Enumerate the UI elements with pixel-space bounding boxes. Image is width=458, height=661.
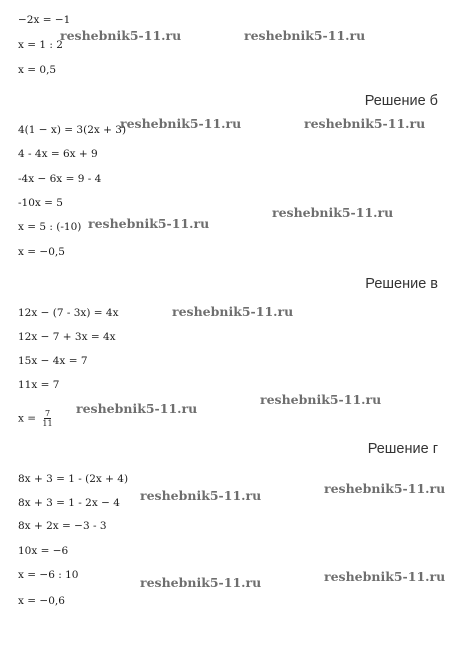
solution-heading-b: Решение б (364, 93, 438, 109)
equation-line: −2x = −1 (18, 14, 71, 26)
watermark: reshebnik5-11.ru (304, 116, 426, 131)
equation-line: x = −0,6 (18, 595, 65, 607)
fraction (41, 409, 53, 428)
equation-line: 15x − 4x = 7 (18, 355, 88, 367)
fraction-denominator: 11 (42, 419, 53, 428)
fraction-prefix: x = (18, 412, 37, 425)
equation-line: 10x = −6 (18, 545, 69, 557)
watermark: reshebnik5-11.ru (76, 401, 198, 416)
watermark: reshebnik5-11.ru (88, 216, 210, 231)
watermark: reshebnik5-11.ru (60, 28, 182, 43)
equation-line-fraction (18, 409, 54, 428)
watermark: reshebnik5-11.ru (244, 28, 366, 43)
equation-line: 8x + 3 = 1 - (2x + 4) (18, 473, 129, 485)
watermark: reshebnik5-11.ru (140, 488, 262, 503)
watermark: reshebnik5-11.ru (260, 392, 382, 407)
equation-line: 8x + 3 = 1 - 2x − 4 (18, 497, 120, 509)
equation-line: 8x + 2x = −3 - 3 (18, 520, 107, 532)
equation-line: -10x = 5 (18, 197, 63, 209)
equation-line: -4x − 6x = 9 - 4 (18, 173, 102, 185)
solution-heading-g: Решение г (367, 441, 438, 457)
equation-line: 11x = 7 (18, 379, 60, 391)
watermark: reshebnik5-11.ru (324, 569, 446, 584)
equation-line: x = −0,5 (18, 246, 65, 258)
watermark: reshebnik5-11.ru (140, 575, 262, 590)
watermark: reshebnik5-11.ru (324, 481, 446, 496)
equation-line: x = −6 : 10 (18, 569, 79, 581)
watermark: reshebnik5-11.ru (120, 116, 242, 131)
equation-line: 4(1 − x) = 3(2x + 3) (18, 124, 127, 136)
solution-heading-v: Решение в (365, 276, 438, 292)
equation-line: 12x − 7 + 3x = 4x (18, 331, 116, 343)
equation-line: x = 1 : 2 (18, 39, 63, 51)
watermark: reshebnik5-11.ru (272, 205, 394, 220)
watermark: reshebnik5-11.ru (172, 304, 294, 319)
fraction-numerator: 7 (44, 409, 51, 418)
equation-line: x = 0,5 (18, 64, 57, 76)
equation-line: x = 5 : (-10) (18, 221, 82, 233)
equation-line: 12x − (7 - 3x) = 4x (18, 307, 119, 319)
equation-line: 4 - 4x = 6x + 9 (18, 148, 98, 160)
